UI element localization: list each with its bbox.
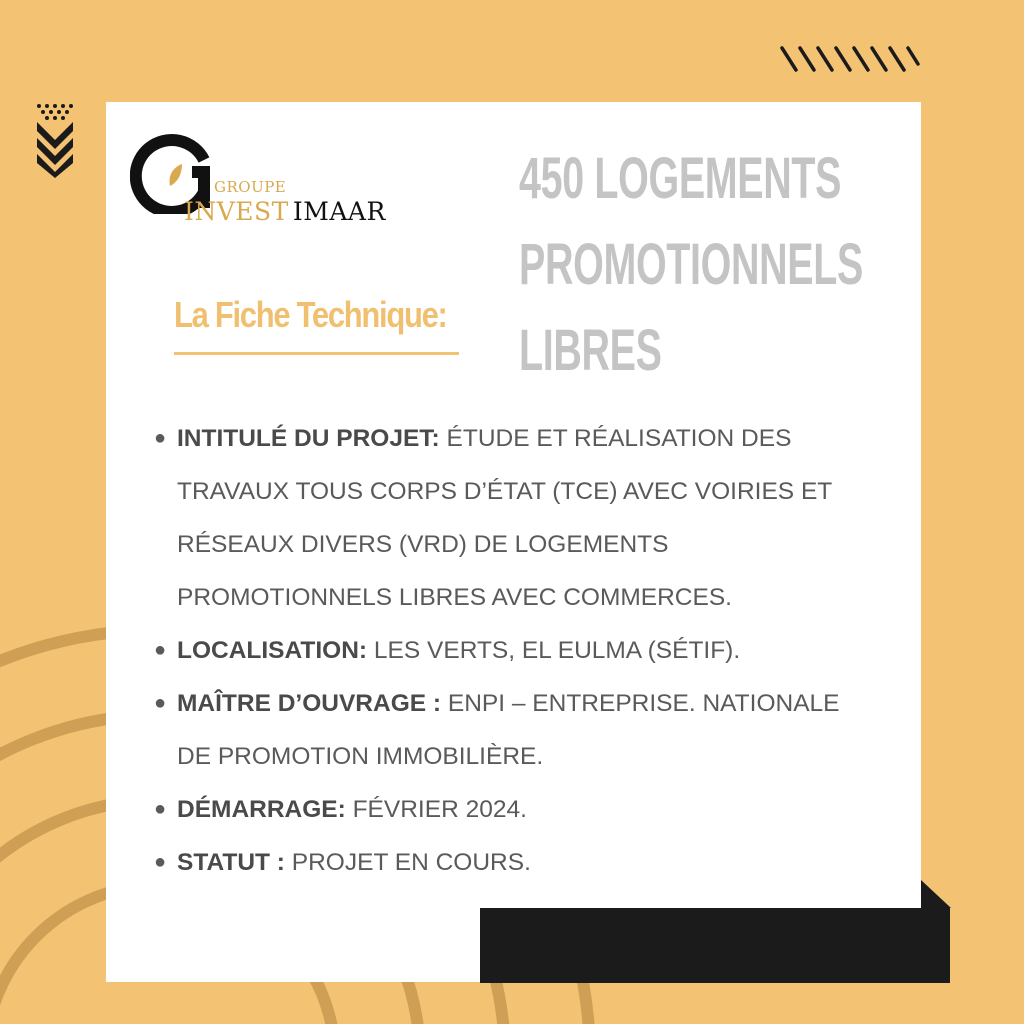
- fact-item-statut: [154, 836, 854, 889]
- logo-groupe-text: GROUPE: [214, 178, 287, 196]
- fact-key: LOCALISATION:: [177, 637, 368, 664]
- logo-imaar-text: IMAAR: [292, 197, 386, 226]
- fact-item-intitule: [154, 412, 854, 624]
- headline-line-2: PROMOTIONNELS: [519, 232, 863, 297]
- fact-key: DÉMARRAGE:: [177, 796, 346, 823]
- headline-line-3: LIBRES: [519, 318, 662, 383]
- fact-key: INTITULÉ DU PROJET:: [177, 425, 440, 452]
- bullet-icon: ●: [154, 692, 167, 714]
- fact-item-localisation: [154, 624, 854, 677]
- stripes-decoration-icon: [778, 44, 923, 74]
- fact-item-maitre-ouvrage: [154, 677, 854, 783]
- fact-value: ÉTUDE ET RÉALISATION DES TRAVAUX TOUS CORPS D’ÉTAT (TCE) AVEC VOIRIES ET RÉSEAUX DIVERS (VRD) DE LOGEMENTS PROMOTIONNELS LIBRES AVEC COMMERCES.: [177, 425, 832, 611]
- black-corner-shape: [921, 880, 951, 910]
- headline-line-1: 450 LOGEMENTS: [519, 146, 842, 211]
- fact-key: MAÎTRE D’OUVRAGE :: [177, 690, 442, 717]
- section-title: La Fiche Technique:: [174, 294, 447, 335]
- project-headline: [519, 136, 863, 394]
- fact-value: LES VERTS, EL EULMA (SÉTIF).: [367, 637, 741, 664]
- fact-value: ENPI – ENTREPRISE. NATIONALE DE PROMOTION IMMOBILIÈRE.: [177, 690, 840, 770]
- black-accent-block: [480, 908, 950, 983]
- fact-value: FÉVRIER 2024.: [345, 796, 527, 823]
- chevron-down-icon: [34, 100, 80, 180]
- section-title-underline: [174, 352, 459, 355]
- fact-value: PROJET EN COURS.: [284, 849, 531, 876]
- fact-item-demarrage: [154, 783, 854, 836]
- bullet-icon: ●: [154, 851, 167, 873]
- logo-invest-text: INVEST IMAAR: [184, 197, 386, 226]
- bullet-icon: ●: [154, 639, 167, 661]
- bullet-icon: ●: [154, 427, 167, 449]
- fact-key: STATUT :: [177, 849, 285, 876]
- bullet-icon: ●: [154, 798, 167, 820]
- project-facts-list: [154, 412, 854, 889]
